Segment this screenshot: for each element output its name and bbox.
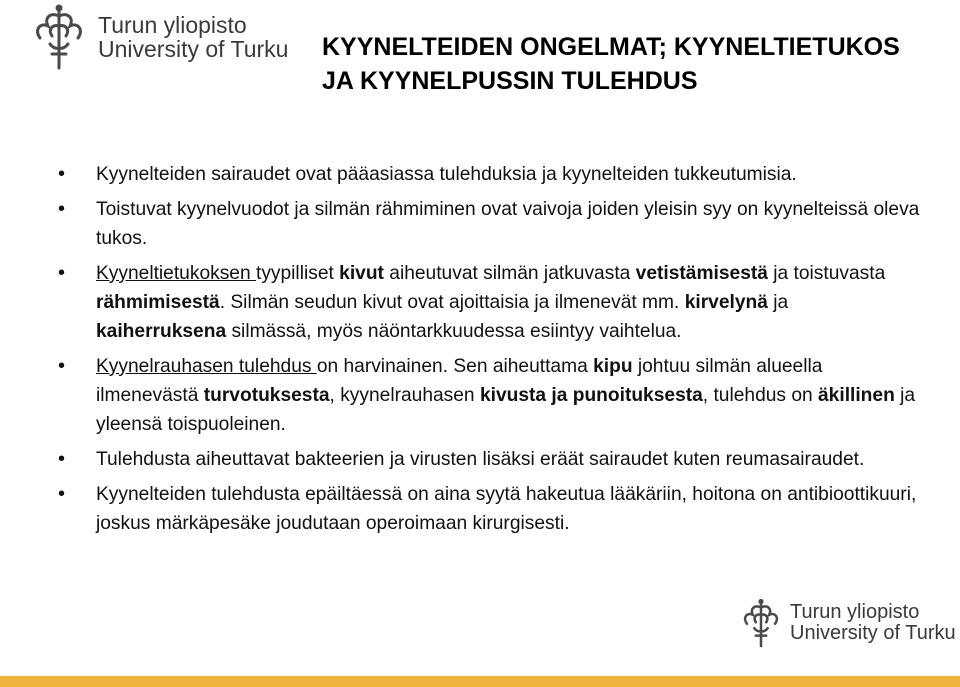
bold-term: kaiherruksena bbox=[96, 321, 227, 342]
bold-term: kipu bbox=[593, 356, 633, 377]
bullet-list bbox=[62, 160, 922, 544]
logo-line-2: University of Turku bbox=[790, 622, 956, 644]
bullet-item bbox=[62, 259, 922, 346]
bullet-text: ja bbox=[767, 292, 789, 313]
bullet-item bbox=[62, 195, 922, 253]
bullet-text: ja yleensä toispuoleinen. bbox=[96, 385, 916, 435]
university-logo-bottom bbox=[738, 596, 956, 650]
bullet-item bbox=[62, 160, 922, 189]
underlined-term: Kyyneltietukoksen bbox=[96, 263, 256, 284]
bold-term: kivusta ja punoituksesta bbox=[479, 385, 703, 406]
bullet-text: ja toistuvasta bbox=[767, 263, 886, 284]
torch-emblem-icon bbox=[28, 2, 90, 72]
bullet-text: . Silmän seudun kivut ovat ajoittaisia ja ilmenevät mm. bbox=[219, 292, 685, 313]
page-title bbox=[322, 30, 932, 98]
bold-term: rähmimisestä bbox=[96, 292, 220, 313]
bullet-text: , kyynelrauhasen bbox=[329, 385, 480, 406]
bold-term: kivut bbox=[339, 263, 384, 284]
title-line-2: JA KYYNELPUSSIN TULEHDUS bbox=[322, 67, 698, 95]
bullet-text: johtuu silmän alueella ilmenevästä bbox=[96, 356, 823, 406]
bullet-text: Tulehdusta aiheuttavat bakteerien ja virusten lisäksi eräät sairaudet kuten reumasairaudet. bbox=[96, 449, 865, 470]
logo-line-1: Turun yliopisto bbox=[98, 11, 247, 38]
bullet-text: Kyynelteiden sairaudet ovat pääasiassa tulehduksia ja kyynelteiden tukkeutumisia. bbox=[96, 164, 797, 185]
logo-line-1: Turun yliopisto bbox=[790, 601, 920, 623]
bold-term: turvotuksesta bbox=[203, 385, 330, 406]
accent-bar bbox=[0, 676, 960, 687]
bullet-text: Kyynelteiden tulehdusta epäiltäessä on aina syytä hakeutua lääkäriin, hoitona on antibioottikuuri, joskus märkäpesäke joudutaan operoimaan kirurgisesti. bbox=[96, 484, 917, 534]
underlined-term: Kyynelrauhasen tulehdus bbox=[96, 356, 317, 377]
bullet-text: Toistuvat kyynelvuodot ja silmän rähmiminen ovat vaivoja joiden yleisin syy on kyynelteissä oleva tukos. bbox=[96, 199, 920, 249]
bullet-text: silmässä, myös näöntarkkuudessa esiintyy vaihtelua. bbox=[226, 321, 682, 342]
bullet-text: on harvinainen. Sen aiheuttama bbox=[316, 356, 594, 377]
bullet-item bbox=[62, 352, 922, 439]
bullet-text: , tulehdus on bbox=[702, 385, 819, 406]
bullet-text: aiheutuvat silmän jatkuvasta bbox=[383, 263, 636, 284]
bold-term: äkillinen bbox=[818, 385, 895, 406]
logo-line-2: University of Turku bbox=[98, 36, 289, 62]
torch-emblem-icon bbox=[738, 596, 784, 650]
bullet-text: tyypilliset bbox=[255, 263, 340, 284]
bold-term: kirvelynä bbox=[684, 292, 768, 313]
title-line-1: KYYNELTEIDEN ONGELMAT; KYYNELTIETUKOS bbox=[322, 33, 900, 61]
bullet-item bbox=[62, 445, 922, 474]
university-logo-top bbox=[28, 2, 288, 72]
bold-term: vetistämisestä bbox=[635, 263, 768, 284]
bullet-item bbox=[62, 480, 922, 538]
